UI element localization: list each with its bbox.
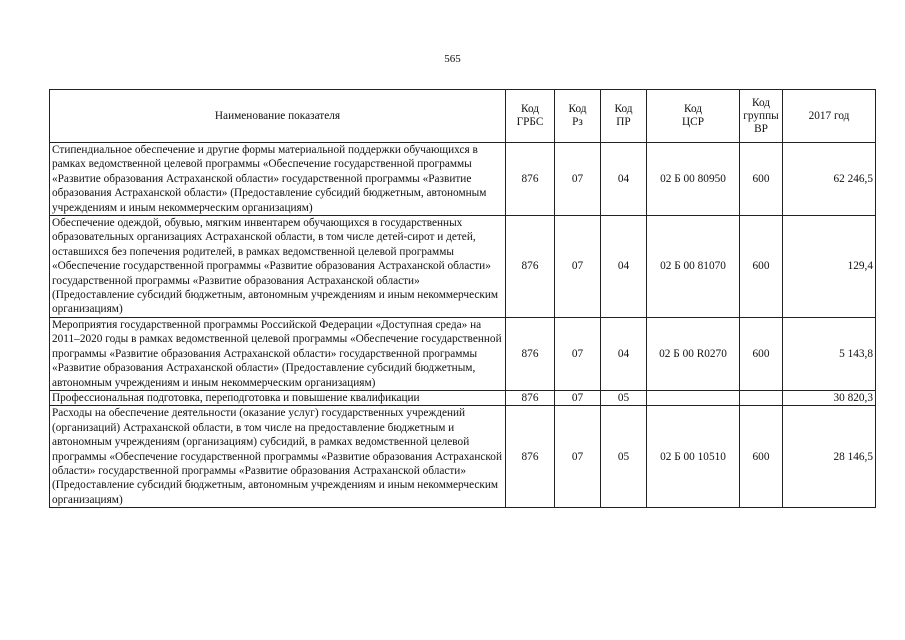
header-vr: Код группы ВР [740,90,783,143]
row-csr: 02 Б 00 R0270 [647,317,740,390]
row-name: Обеспечение одеждой, обувью, мягким инвентарем обучающихся в государственных образовательных организациях Астраханской области, в том числе детей-сирот и детей, оставшихся без попечения родителей, в рамках ведомственной целевой программы «Обеспечение государственной программы «Развитие образования Астраханской области» государственной программы «Развитие образования Астраханской области» (Предоставление субсидий бюджетным, автономным учреждениям и иным некоммерческим организациям) [50,216,506,318]
row-amount: 5 143,8 [783,317,876,390]
row-amount: 62 246,5 [783,143,876,216]
row-grbs: 876 [506,317,555,390]
row-vr: 600 [740,216,783,318]
row-grbs: 876 [506,143,555,216]
row-rz: 07 [555,216,601,318]
row-name: Мероприятия государственной программы Российской Федерации «Доступная среда» на 2011–2020 годы в рамках ведомственной целевой программы «Обеспечение государственной программы «Развитие образования Астраханской области» государственной программы «Развитие образования Астраханской области» (Предоставление субсидий бюджетным, автономным учреждениям и иным некоммерческим организациям) [50,317,506,390]
row-csr: 02 Б 00 80950 [647,143,740,216]
page-number: 565 [444,53,461,65]
header-year: 2017 год [783,90,876,143]
row-amount: 129,4 [783,216,876,318]
header-pr: Код ПР [601,90,647,143]
table-row [50,317,876,390]
row-grbs: 876 [506,216,555,318]
row-csr: 02 Б 00 10510 [647,406,740,508]
row-rz: 07 [555,406,601,508]
row-csr [647,390,740,405]
row-vr: 600 [740,406,783,508]
row-pr: 04 [601,143,647,216]
row-pr: 04 [601,216,647,318]
row-pr: 04 [601,317,647,390]
header-grbs: Код ГРБС [506,90,555,143]
table-header-row [50,90,876,143]
row-name: Расходы на обеспечение деятельности (оказание услуг) государственных учреждений (организаций) Астраханской области, в том числе на предоставление бюджетным и автономным учреждениям (организациям) субсидий, в рамках ведомственной целевой программы «Обеспечение государственной программы «Развитие образования Астраханской области» государственной программы «Развитие образования Астраханской области» (Предоставление субсидий бюджетным, автономным учреждениям и иным некоммерческим организациям) [50,406,506,508]
row-name: Стипендиальное обеспечение и другие формы материальной поддержки обучающихся в рамках ведомственной целевой программы «Обеспечение государственной программы «Развитие образования Астраханской области» государственной программы «Развитие образования Астраханской области» (Предоставление субсидий бюджетным, автономным учреждениям и иным некоммерческим организациям) [50,143,506,216]
row-vr: 600 [740,317,783,390]
table-row [50,216,876,318]
table-row [50,406,876,508]
row-vr: 600 [740,143,783,216]
row-pr: 05 [601,406,647,508]
header-csr: Код ЦСР [647,90,740,143]
row-vr [740,390,783,405]
row-rz: 07 [555,143,601,216]
row-amount: 30 820,3 [783,390,876,405]
row-amount: 28 146,5 [783,406,876,508]
header-name: Наименование показателя [50,90,506,143]
row-rz: 07 [555,317,601,390]
row-rz: 07 [555,390,601,405]
table-row [50,143,876,216]
row-name: Профессиональная подготовка, переподготовка и повышение квалификации [50,390,506,405]
row-pr: 05 [601,390,647,405]
budget-table [49,89,876,508]
row-grbs: 876 [506,390,555,405]
table-row [50,390,876,405]
row-grbs: 876 [506,406,555,508]
header-rz: Код Рз [555,90,601,143]
row-csr: 02 Б 00 81070 [647,216,740,318]
